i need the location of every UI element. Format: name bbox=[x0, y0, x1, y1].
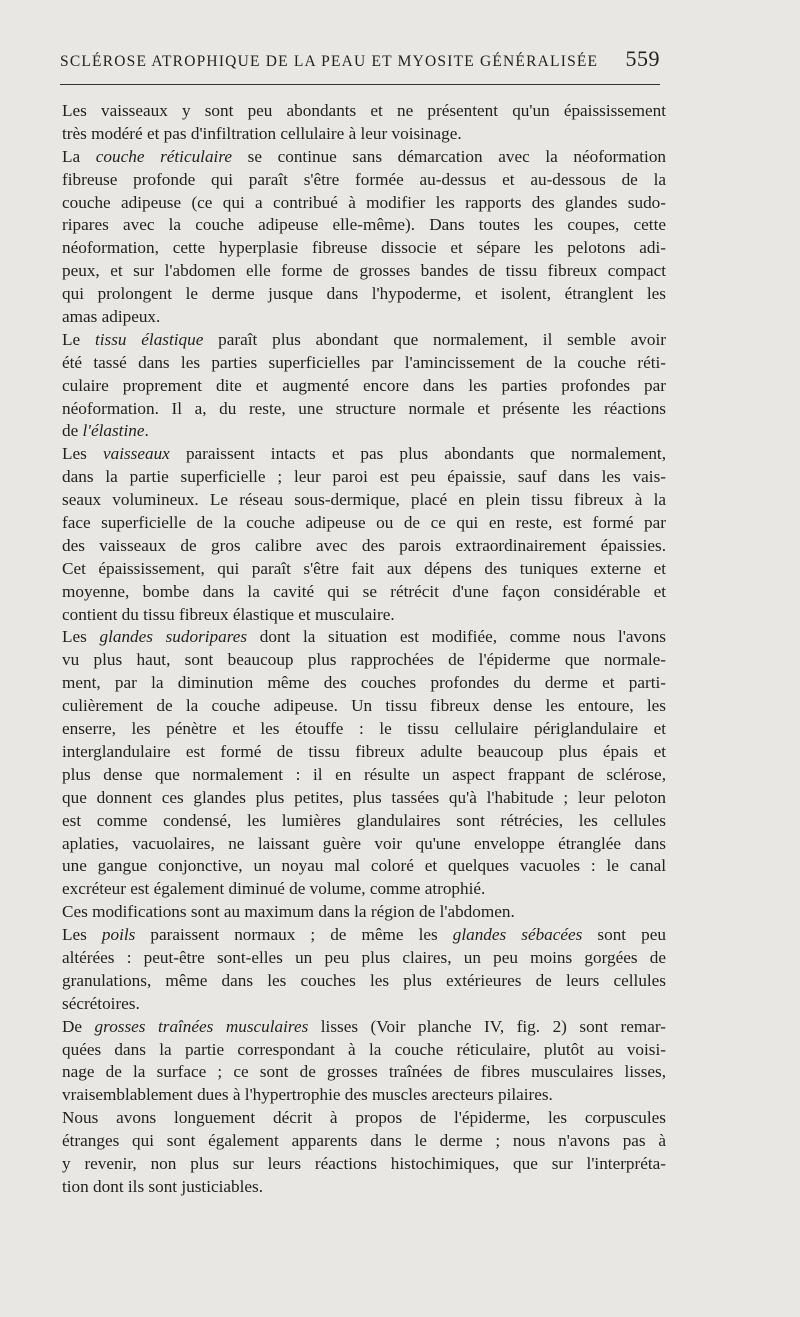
text-run: Les bbox=[62, 627, 100, 647]
italic-term: couche réticulaire bbox=[95, 146, 233, 166]
text-run: très modéré et pas d'infiltration cellulaire à leur voisinage. bbox=[62, 123, 462, 143]
text-run: des vaisseaux de gros calibre avec des parois extraordinairement épaissies. bbox=[62, 535, 666, 555]
text-run: ment, par la diminution même des couches profondes du derme et parti- bbox=[62, 673, 666, 693]
text-run: Les bbox=[62, 925, 102, 945]
italic-term: glandes sébacées bbox=[452, 925, 583, 945]
text-run: étranges qui sont également apparents dans le derme ; nous n'avons pas à bbox=[62, 1131, 666, 1151]
text-line bbox=[62, 672, 666, 695]
text-line bbox=[62, 970, 666, 993]
text-line bbox=[62, 489, 666, 512]
text-line bbox=[62, 420, 666, 443]
text-run: interglandulaire est formé de tissu fibreux adulte beaucoup plus épais et bbox=[62, 741, 666, 761]
text-run: couche adipeuse (ce qui a contribué à modifier les rapports des glandes sudo- bbox=[62, 192, 666, 212]
text-run: qui prolongent le derme jusque dans l'hypoderme, et isolent, étranglent les bbox=[62, 284, 666, 304]
text-line bbox=[62, 855, 666, 878]
text-line bbox=[62, 558, 666, 581]
text-run: y revenir, non plus sur leurs réactions histochimiques, que sur l'interpréta- bbox=[62, 1153, 666, 1173]
italic-term: l'élastine bbox=[82, 421, 145, 441]
text-run: été tassé dans les parties superficielles par l'amincissement de la couche réti- bbox=[62, 352, 666, 372]
text-line bbox=[62, 833, 666, 856]
text-line bbox=[62, 1084, 666, 1107]
text-line bbox=[62, 512, 666, 535]
text-run: altérées : peut-être sont-elles un peu plus claires, un peu moins gorgées de bbox=[62, 947, 666, 967]
text-line bbox=[62, 352, 666, 375]
text-line bbox=[62, 764, 666, 787]
text-run: quées dans la partie correspondant à la couche réticulaire, plutôt au voisi- bbox=[62, 1039, 666, 1059]
text-run: plus dense que normalement : il en résulte un aspect frappant de sclérose, bbox=[62, 764, 666, 784]
text-line bbox=[62, 123, 666, 146]
text-line bbox=[62, 214, 666, 237]
text-run: dont la situation est modifiée, comme nous l'avons bbox=[247, 627, 667, 647]
text-run: excréteur est également diminué de volume, comme atrophié. bbox=[62, 879, 486, 899]
text-line bbox=[62, 192, 666, 215]
text-run: Cet épaississement, qui paraît s'être fait aux dépens des tuniques externe et bbox=[62, 558, 666, 578]
text-line bbox=[62, 306, 666, 329]
text-line bbox=[62, 398, 666, 421]
text-run: granulations, même dans les couches les plus extérieures de leurs cellules bbox=[62, 970, 666, 990]
text-run: culaire proprement dite et augmenté encore dans les parties profondes par bbox=[62, 375, 666, 395]
text-run: paraît plus abondant que normalement, il semble avoir bbox=[203, 329, 666, 349]
text-line bbox=[62, 878, 666, 901]
text-run: vraisemblablement dues à l'hypertrophie des muscles arecteurs pilaires. bbox=[62, 1085, 553, 1105]
text-line bbox=[62, 1176, 666, 1199]
text-run: Nous avons longuement décrit à propos de l'épiderme, les corpuscules bbox=[62, 1108, 666, 1128]
italic-term: glandes sudoripares bbox=[99, 627, 248, 647]
text-line bbox=[62, 100, 666, 123]
text-run: . bbox=[144, 421, 149, 441]
text-line bbox=[62, 787, 666, 810]
text-run: face superficielle de la couche adipeuse ou de ce qui en reste, est formé par bbox=[62, 513, 666, 533]
text-line bbox=[62, 993, 666, 1016]
text-line bbox=[62, 169, 666, 192]
running-title: SCLÉROSE ATROPHIQUE DE LA PEAU ET MYOSITE GÉNÉRALISÉE bbox=[60, 53, 599, 70]
text-run: paraissent intacts et pas plus abondants que normalement, bbox=[169, 444, 666, 464]
text-line bbox=[62, 260, 666, 283]
text-line bbox=[62, 741, 666, 764]
text-line bbox=[62, 146, 666, 169]
text-run: Les bbox=[62, 444, 103, 464]
text-run: La bbox=[62, 146, 96, 166]
text-line bbox=[62, 1016, 666, 1039]
text-line bbox=[62, 1039, 666, 1062]
text-line bbox=[62, 1061, 666, 1084]
text-line bbox=[62, 1153, 666, 1176]
text-run: nage de la surface ; ce sont de grosses traînées de fibres musculaires lisses, bbox=[62, 1062, 666, 1082]
text-run: amas adipeux. bbox=[62, 307, 161, 327]
text-line bbox=[62, 237, 666, 260]
text-run: néoformation, cette hyperplasie fibreuse dissocie et sépare les pelotons adi- bbox=[62, 238, 666, 258]
text-line bbox=[62, 1107, 666, 1130]
italic-term: tissu élastique bbox=[94, 329, 204, 349]
text-run: aplaties, vacuolaires, ne laissant guère voir qu'une enveloppe étranglée dans bbox=[62, 833, 666, 853]
text-line bbox=[62, 375, 666, 398]
text-run: seaux volumineux. Le réseau sous-dermique, placé en plein tissu fibreux à la bbox=[62, 490, 666, 510]
body-text bbox=[62, 100, 666, 1199]
text-line bbox=[62, 947, 666, 970]
text-run: De bbox=[62, 1016, 95, 1036]
text-run: fibreuse profonde qui paraît s'être formée au-dessus et au-dessous de la bbox=[62, 169, 666, 189]
italic-term: vaisseaux bbox=[102, 444, 170, 464]
text-run: sécrétoires. bbox=[62, 993, 140, 1013]
text-run: culièrement de la couche adipeuse. Un tissu fibreux dense les entoure, les bbox=[62, 696, 666, 716]
text-run: lisses (Voir planche IV, fig. 2) sont remar- bbox=[308, 1016, 666, 1036]
text-line bbox=[62, 466, 666, 489]
text-run: néoformation. Il a, du reste, une structure normale et présente les réactions bbox=[62, 398, 666, 418]
text-run: que donnent ces glandes plus petites, plus tassées qu'à l'habitude ; leur peloton bbox=[62, 787, 666, 807]
text-run: vu plus haut, sont beaucoup plus rapprochées de l'épiderme que normale- bbox=[62, 650, 666, 670]
text-line bbox=[62, 695, 666, 718]
text-run: sont peu bbox=[582, 925, 666, 945]
text-line bbox=[62, 581, 666, 604]
text-line bbox=[62, 535, 666, 558]
text-line bbox=[62, 901, 666, 924]
text-line bbox=[62, 283, 666, 306]
page-number: 559 bbox=[625, 46, 660, 71]
page-header bbox=[60, 46, 660, 76]
text-run: Les vaisseaux y sont peu abondants et ne présentent qu'un épaississement bbox=[62, 101, 666, 120]
italic-term: poils bbox=[101, 925, 136, 945]
text-line bbox=[62, 649, 666, 672]
text-run: enserre, les pénètre et les étouffe : le tissu cellulaire périglandulaire et bbox=[62, 719, 666, 739]
header-rule bbox=[60, 84, 660, 85]
text-line bbox=[62, 1130, 666, 1153]
text-line bbox=[62, 810, 666, 833]
text-run: ripares avec la couche adipeuse elle-même). Dans toutes les coupes, cette bbox=[62, 215, 666, 235]
text-run: une gangue conjonctive, un noyau mal coloré et quelques vacuoles : le canal bbox=[62, 856, 666, 876]
text-run: moyenne, bombe dans la cavité qui se rétrécit d'une façon considérable et bbox=[62, 581, 666, 601]
text-run: se continue sans démarcation avec la néoformation bbox=[232, 146, 667, 166]
text-run: contient du tissu fibreux élastique et musculaire. bbox=[62, 604, 395, 624]
text-run: Le bbox=[62, 329, 95, 349]
text-line bbox=[62, 718, 666, 741]
text-run: de bbox=[62, 421, 83, 441]
text-run: paraissent normaux ; de même les bbox=[135, 925, 453, 945]
text-run: est comme condensé, les lumières glandulaires sont rétrécies, les cellules bbox=[62, 810, 666, 830]
text-line bbox=[62, 604, 666, 627]
italic-term: grosses traînées musculaires bbox=[94, 1016, 309, 1036]
text-line bbox=[62, 329, 666, 352]
text-run: dans la partie superficielle ; leur paroi est peu épaissie, sauf dans les vais- bbox=[62, 467, 666, 487]
text-run: Ces modifications sont au maximum dans la région de l'abdomen. bbox=[62, 902, 515, 922]
text-line bbox=[62, 924, 666, 947]
text-run: tion dont ils sont justiciables. bbox=[62, 1176, 263, 1196]
text-line bbox=[62, 626, 666, 649]
text-line bbox=[62, 443, 666, 466]
text-run: peux, et sur l'abdomen elle forme de grosses bandes de tissu fibreux compact bbox=[62, 261, 666, 281]
